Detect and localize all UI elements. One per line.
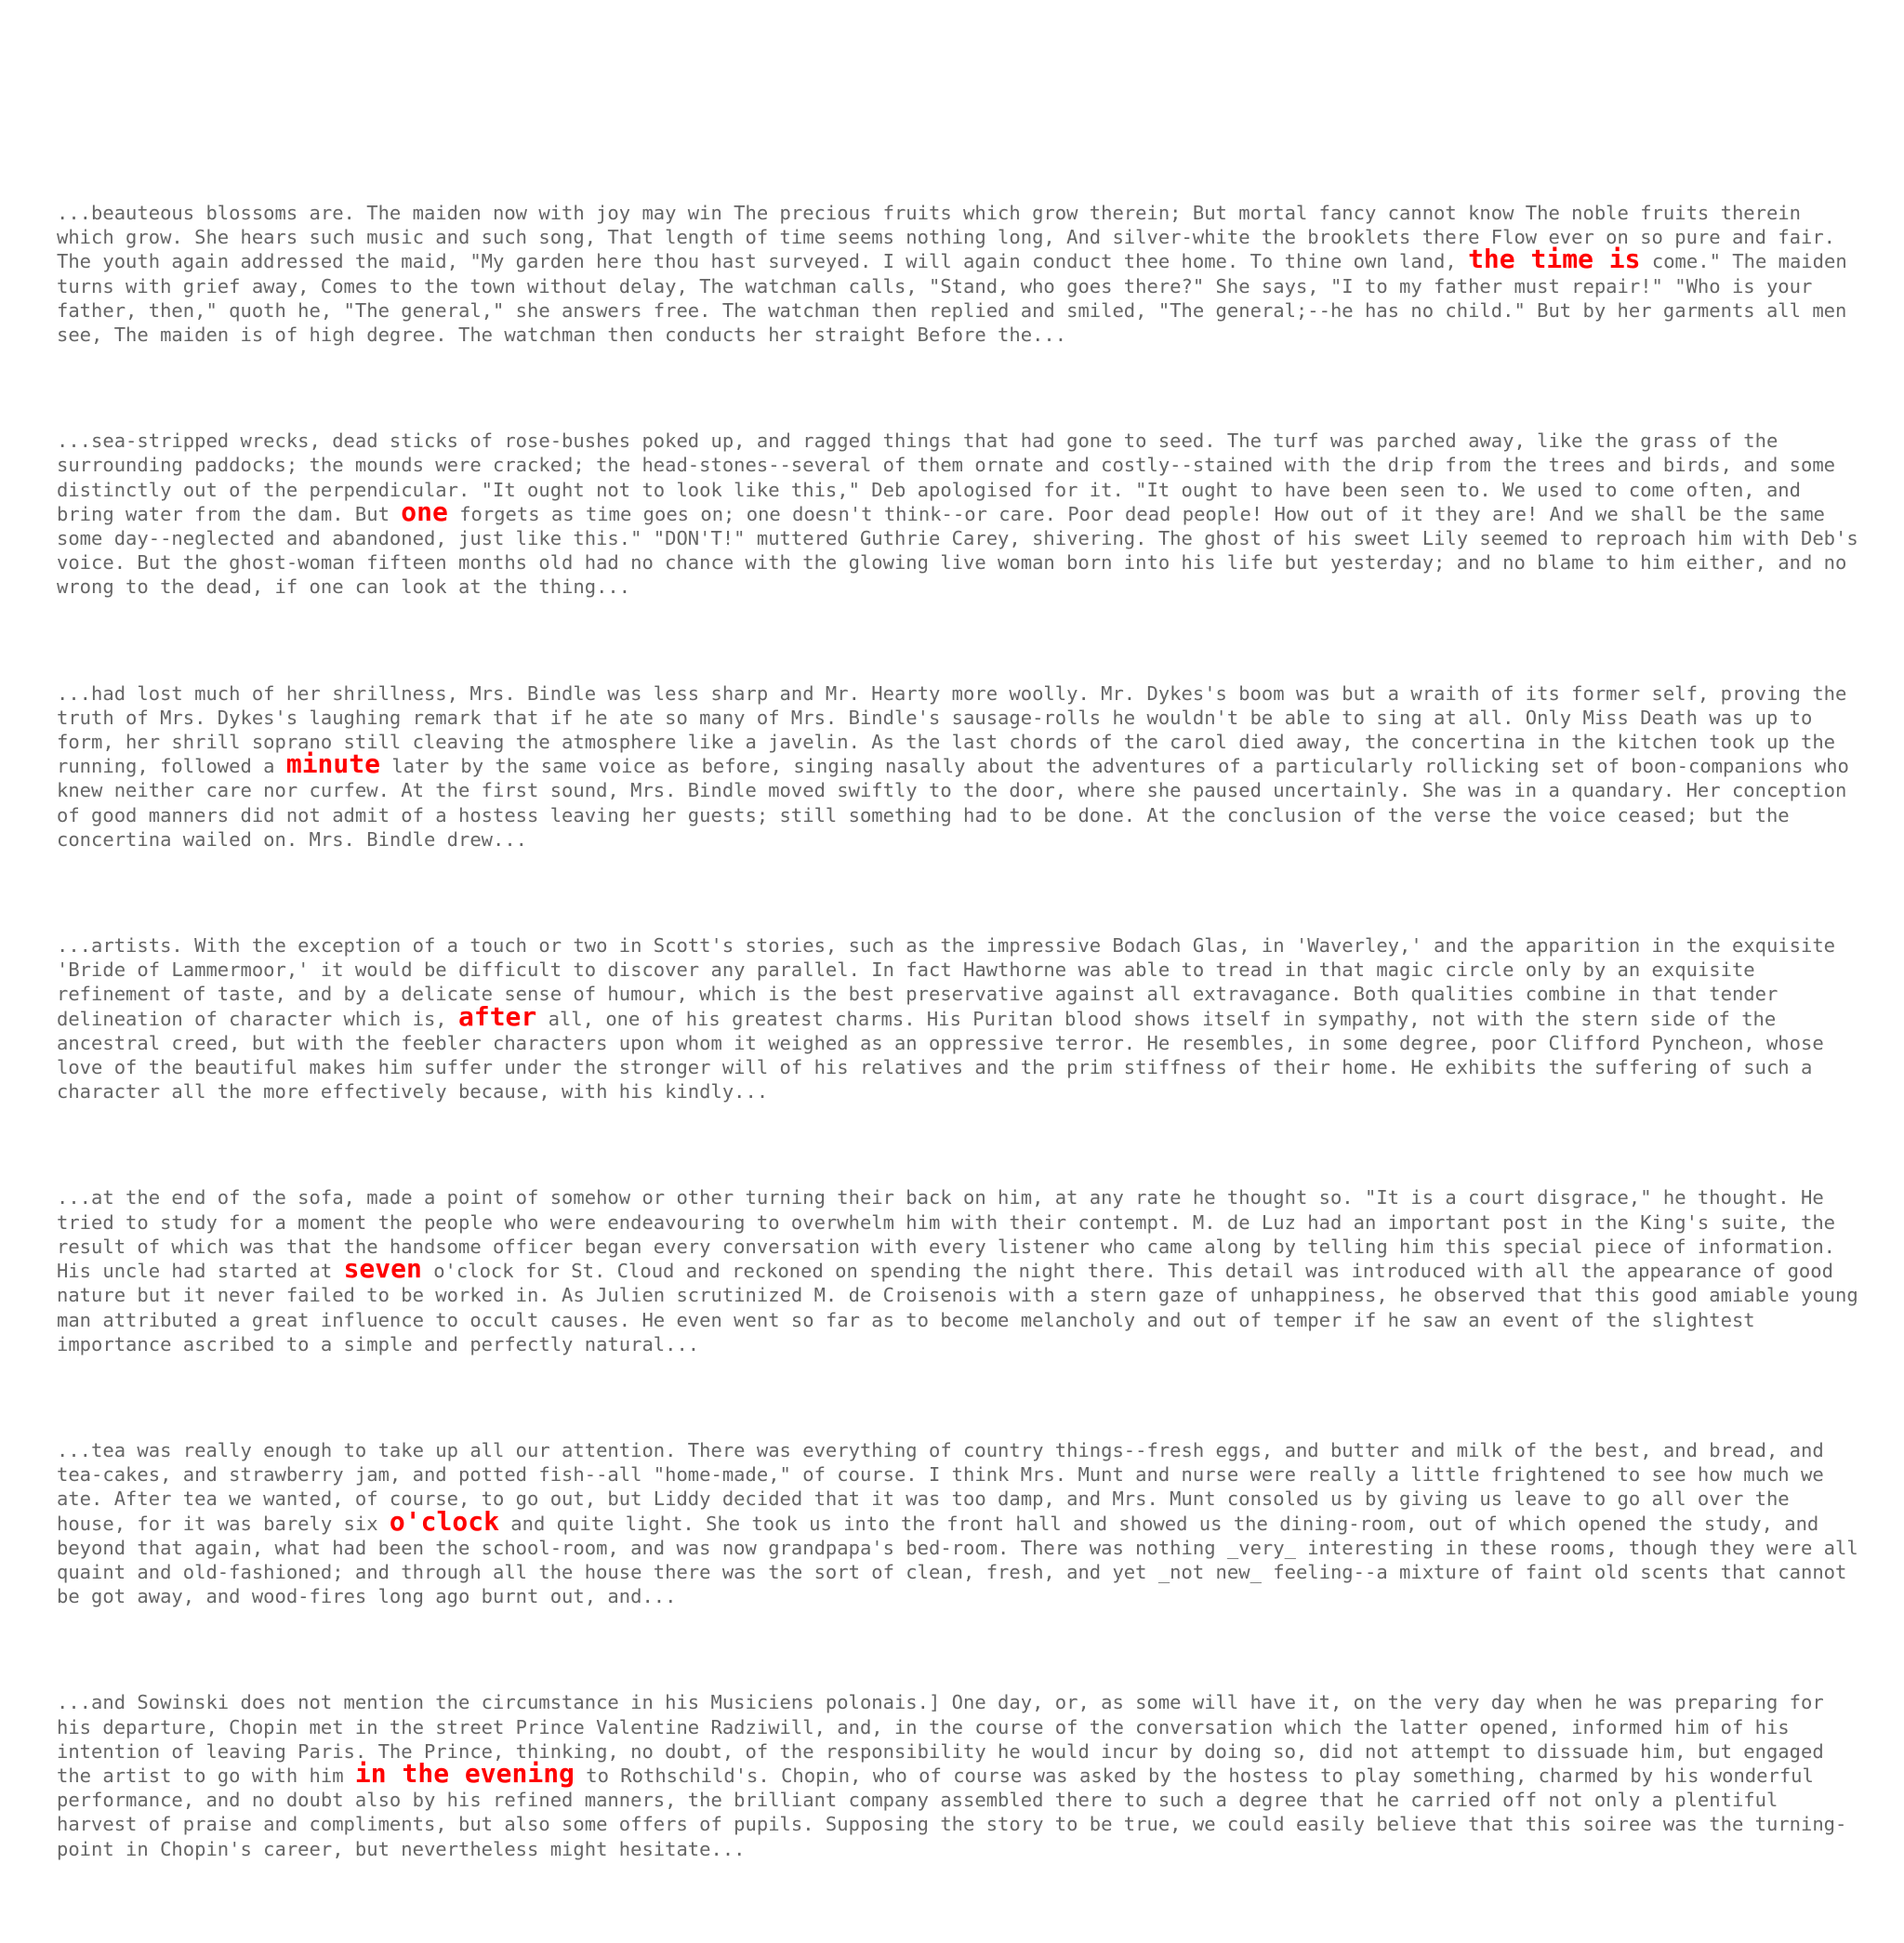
passage-5: [57, 1185, 1870, 1355]
passage-text-before: ...beauteous blossoms are. The maiden now with joy may win The precious fruits which grow therein; But mortal fancy cannot know The noble fruits therein which grow. She hears such music and such song, That length of time seems nothing long, And silver-white the brooklets there Flow ever on so pure and fair. The youth again addressed the maid, "My garden here thou hast surveyed. I will again conduct thee home. To thine own land,: [57, 202, 1836, 273]
passage-text-before: ...artists. With the exception of a touch or two in Scott's stories, such as the impressive Bodach Glas, in 'Waverley,' and the apparition in the exquisite 'Bride of Lammermoor,' it would be difficult to discover any parallel. In fact Hawthorne was able to tread in that magic circle only by an exquisite refinement of taste, and by a delicate sense of humour, which is the best preservative against all extravagance. Both qualities combine in that tender delineation of character which is,: [57, 934, 1836, 1030]
passage-7: [57, 1690, 1870, 1860]
passage-text-before: ...had lost much of her shrillness, Mrs. Bindle was less sharp and Mr. Hearty more woolly. Mr. Dykes's boom was but a wraith of its former self, proving the truth of Mrs. Dykes's laughing remark that if he ate so many of Mrs. Bindle's sausage-rolls he wouldn't be able to sing at all. Only Miss Death was up to form, her shrill soprano still cleaving the atmosphere like a javelin. As the last chords of the carol died away, the concertina in the kitchen took up the running, followed a: [57, 681, 1847, 778]
highlighted-time-phrase: one: [401, 496, 448, 527]
passage-text-before: ...at the end of the sofa, made a point of somehow or other turning their back on him, at any rate he thought so. "It is a court disgrace," he thought. He tried to study for a moment the people who were endeavouring to overwhelm him with their contempt. M. de Luz had an important post in the King's suite, the result of which was that the handsome officer began every conversation with every listener who came along by telling him this special piece of information. His uncle had started at: [57, 1186, 1836, 1283]
passage-text-after: o'clock for St. Cloud and reckoned on spending the night there. This detail was introduced with all the appearance of good nature but it never failed to be worked in. As Julien scrutinized M. de Croisenois with a stern gaze of unhappiness, he observed that this good amiable young man attributed a great influence to occult causes. He even went so far as to become melancholy and out of temper if he saw an event of the slightest importance ascribed to a simple and perfectly natural...: [57, 1260, 1858, 1355]
passage-text-before: ...and Sowinski does not mention the circumstance in his Musiciens polonais.] One day, or, as some will have it, on the very day when he was preparing for his departure, Chopin met in the street Prince Valentine Radziwill, and, in the course of the conversation which the latter opened, informed him of his intention of leaving Paris. The Prince, thinking, no doubt, of the responsibility he would incur by doing so, did not attempt to dissuade him, but engaged the artist to go with him: [57, 1691, 1824, 1787]
highlighted-time-phrase: minute: [285, 748, 380, 780]
passage-6: [57, 1438, 1870, 1608]
passage-text-after: come." The maiden turns with grief away, Comes to the town without delay, The watchman calls, "Stand, who goes there?" She says, "I to my father must repair!" "Who is your father, then," quoth he, "The general," she answers free. The watchman then replied and smiled, "The general;--he has no child." But by her garments all men see, The maiden is of high degree. The watchman then conducts her straight Before the...: [57, 250, 1847, 347]
passage-text-after: and quite light. She took us into the front hall and showed us the dining-room, out of which opened the study, and beyond that again, what had been the school-room, and was now grandpapa's bed-room. There was nothing _very_ interesting in these rooms, though they were all quaint and old-fashioned; and through all the house there was the sort of clean, fresh, and yet _not new_ feeling--a mixture of faint old scents that cannot be got away, and wood-fires long ago burnt out, and...: [57, 1512, 1858, 1608]
passage-4: [57, 933, 1870, 1104]
passage-text-after: forgets as time goes on; one doesn't think--or care. Poor dead people! How out of it they are! And we shall be the same some day--neglected and abandoned, just like this." "DON'T!" muttered Guthrie Carey, shivering. The ghost of his sweet Lily seemed to reproach him with Deb's voice. But the ghost-woman fifteen months old had no chance with the glowing live woman born into his life but yesterday; and no blame to him either, and no wrong to the dead, if one can look at the thing...: [57, 502, 1858, 599]
highlighted-time-phrase: seven: [343, 1253, 422, 1285]
highlighted-time-phrase: the time is: [1468, 244, 1641, 275]
passage-3: [57, 681, 1870, 852]
highlighted-time-phrase: in the evening: [354, 1757, 575, 1789]
highlighted-time-phrase: after: [457, 1000, 537, 1032]
passage-text-after: later by the same voice as before, singing nasally about the adventures of a particularly rollicking set of boon-companions who knew neither care nor curfew. At the first sound, Mrs. Bindle moved swiftly to the door, where she paused uncertainly. She was in a quandary. Her conception of good manners did not admit of a hostess leaving her guests; still something had to be done. At the conclusion of the verse the voice ceased; but the concertina wailed on. Mrs. Bindle drew...: [57, 755, 1849, 851]
passage-2: [57, 429, 1870, 599]
passage-1: [57, 201, 1870, 347]
passage-text-before: ...tea was really enough to take up all our attention. There was everything of country things--fresh eggs, and butter and milk of the best, and bread, and tea-cakes, and strawberry jam, and potted fish--all "home-made," of course. I think Mrs. Munt and nurse were really a little frightened to see how much we ate. After tea we wanted, of course, to go out, but Liddy decided that it was too damp, and Mrs. Munt consoled us by giving us leave to go all over the house, for it was barely six: [57, 1438, 1824, 1535]
passage-text-after: all, one of his greatest charms. His Puritan blood shows itself in sympathy, not with the stern side of the ancestral creed, but with the feebler characters upon whom it weighed as an oppressive terror. He resembles, in some degree, poor Clifford Pyncheon, whose love of the beautiful makes him suffer under the stronger will of his relatives and the prim stiffness of their home. He exhibits the suffering of such a character all the more effectively because, with his kindly...: [57, 1007, 1824, 1104]
document-page: [57, 201, 1870, 1943]
passage-text-before: ...sea-stripped wrecks, dead sticks of rose-bushes poked up, and ragged things that had gone to seed. The turf was parched away, like the grass of the surrounding paddocks; the mounds were cracked; the head-stones--several of them ornate and costly--stained with the drip from the trees and birds, and some distinctly out of the perpendicular. "It ought not to look like this," Deb apologised for it. "It ought to have been seen to. We used to come often, and bring water from the dam. But: [57, 430, 1836, 525]
highlighted-time-phrase: o'clock: [389, 1505, 499, 1537]
passage-text-after: to Rothschild's. Chopin, who of course was asked by the hostess to play something, charmed by his wonderful performance, and no doubt also by his refined manners, the brilliant company assembled there to such a degree that he carried off not only a plentiful harvest of praise and compliments, but also some offers of pupils. Supposing the story to be true, we could easily believe that this soiree was the turning-point in Chopin's career, but nevertheless might hesitate...: [57, 1764, 1847, 1860]
